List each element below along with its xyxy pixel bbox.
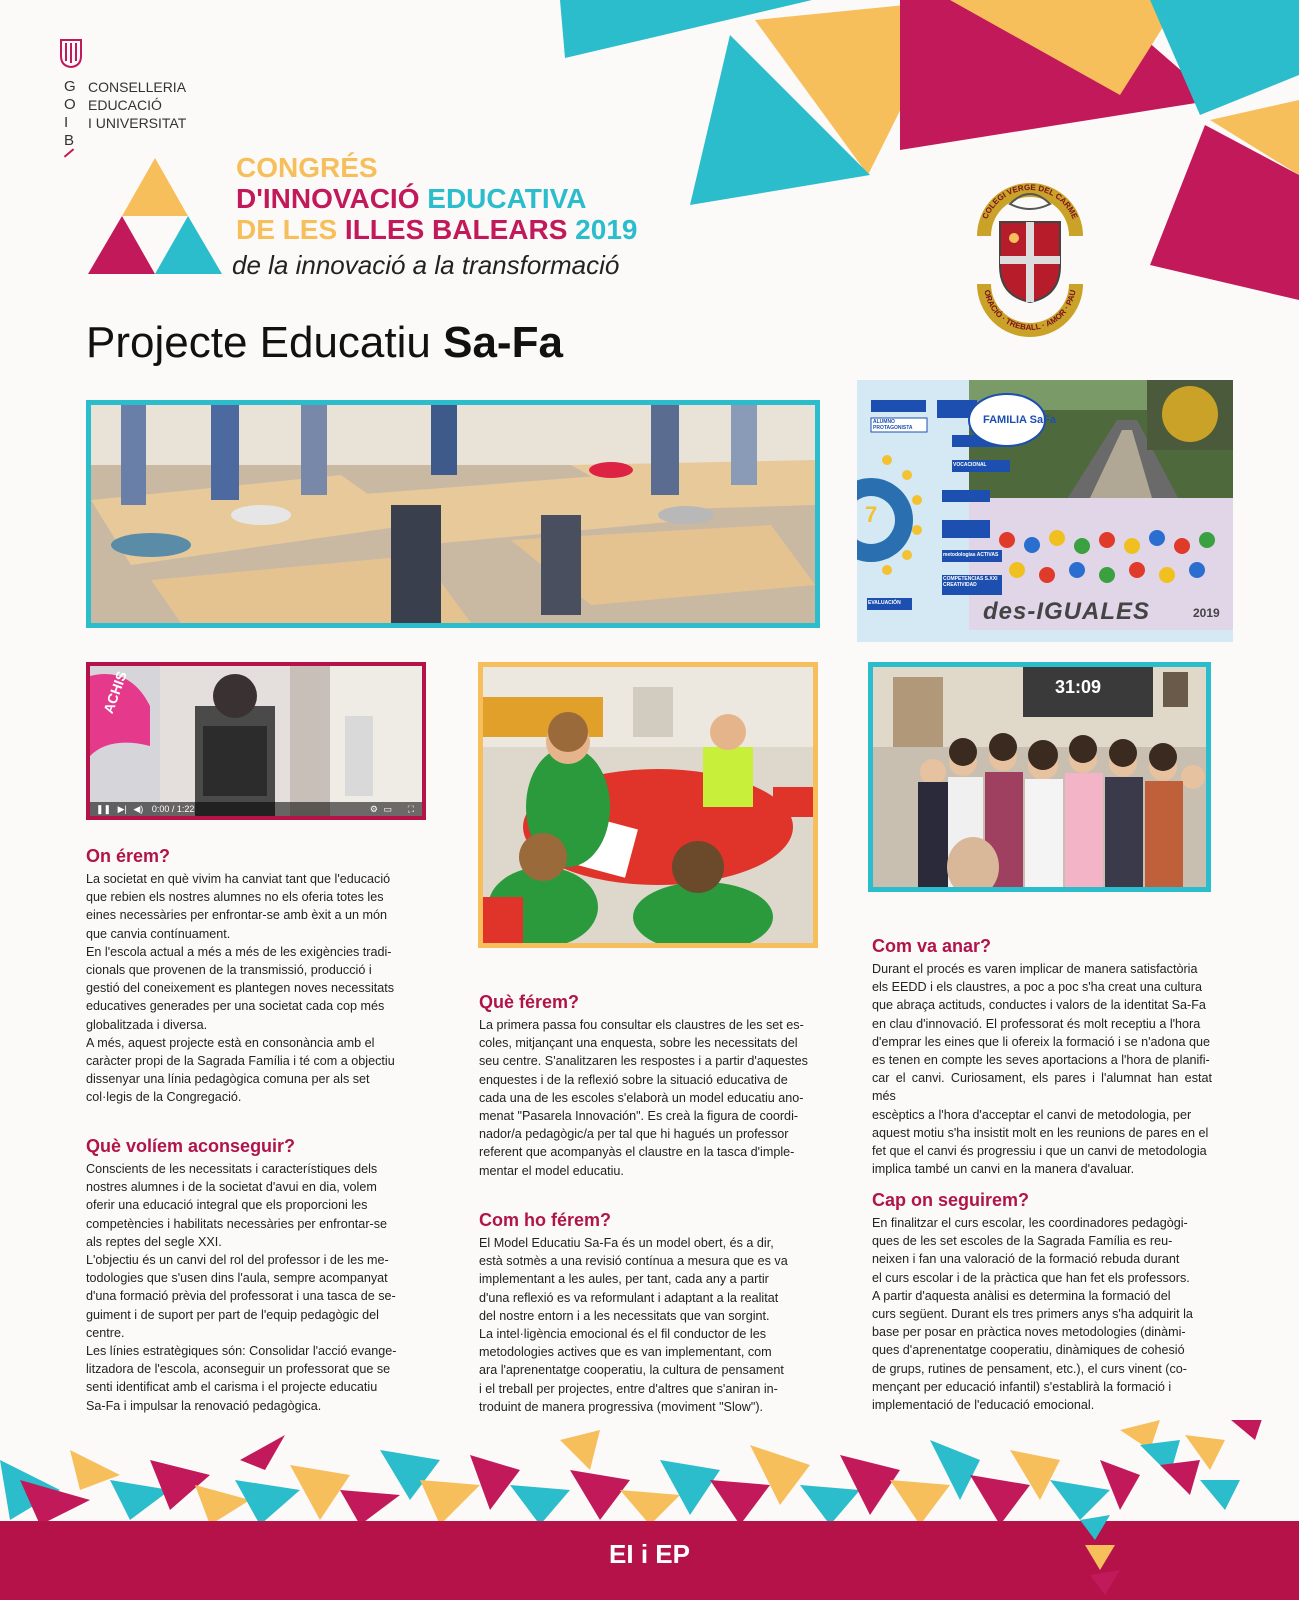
text-line: curs següent. Durant els tres primers anys s'ha adquirit la <box>872 1307 1193 1322</box>
text-on-erem <box>86 870 426 1107</box>
text-line: que canvia contínuament. <box>86 926 231 941</box>
heading-on-erem: On érem? <box>86 846 171 866</box>
goib-crest-icon <box>60 36 82 68</box>
timer-display: 31:09 <box>1055 677 1102 697</box>
congres-line3a: DE LES <box>236 214 338 245</box>
text-line: col·legis de la Congregació. <box>86 1090 242 1105</box>
heading-que-ferem: Què férem? <box>479 992 580 1012</box>
text-line: litzadora de l'escola, aconseguir un professorat que se <box>86 1362 391 1377</box>
text-com-ho-ferem <box>479 1234 819 1416</box>
text-line: senti identificat amb el carisma i el projecte educatiu <box>86 1380 378 1395</box>
title-bold: Sa-Fa <box>443 318 563 367</box>
goib-letter: B <box>64 132 76 149</box>
conselleria-line: I UNIVERSITAT <box>88 115 187 131</box>
footer-label: EI i EP <box>609 1539 690 1569</box>
text-line: que abraça actituds, conductes i valors de la identitat Sa-Fa <box>872 998 1206 1013</box>
text-line: als reptes del segle XXI. <box>86 1234 222 1249</box>
text-line: mençant per educació infantil) s'establirà la formació i <box>872 1379 1172 1394</box>
text-line: La intel·ligència emocional és el fil conductor de les <box>479 1327 767 1342</box>
text-line: caràcter propi de la Sagrada Família i té com a objectiu <box>86 1054 395 1069</box>
text-line: referent que acompanyàs el claustre en la tasca d'imple- <box>479 1145 795 1160</box>
text-line: els EEDD i els claustres, a poc a poc s'ha creat una cultura <box>872 980 1203 995</box>
text-line: L'objectiu és un canvi del rol del professor i de les me- <box>86 1253 389 1268</box>
conselleria-line: CONSELLERIA <box>88 79 187 95</box>
text-line: oferir una educació integral que els proporcioni les <box>86 1198 368 1213</box>
next-icon[interactable]: ▶| <box>117 804 127 814</box>
collage-label-2: VOCACIONAL <box>953 462 987 468</box>
play-pause-icon[interactable]: ❚❚ <box>96 804 112 814</box>
collage-number: 7 <box>865 502 878 527</box>
text-line: Sa-Fa i impulsar la renovació pedagògica. <box>86 1398 322 1413</box>
text-line: Conscients de les necessitats i característiques dels <box>86 1162 378 1176</box>
conselleria-line: EDUCACIÓ <box>88 97 162 113</box>
settings-icon[interactable]: ⚙ <box>369 804 378 814</box>
text-line: El Model Educatiu Sa-Fa és un model obert, és a dir, <box>479 1236 774 1250</box>
text-line: enquestes i de la reflexió sobre la situació educativa de <box>479 1072 788 1087</box>
text-line: Les línies estratègiques són: Consolidar l'acció evange- <box>86 1344 397 1359</box>
collage-label-1: ALUMNO PROTAGONISTA <box>873 419 913 431</box>
volume-icon[interactable]: ◀) <box>133 804 144 814</box>
text-com-va-anar <box>872 960 1212 1178</box>
congres-slogan: de la innovació a la transformació <box>232 250 620 280</box>
text-line: seu centre. S'analitzaren les respostes i a partir d'aquestes <box>479 1054 808 1069</box>
photo-teachers-group <box>868 662 1211 892</box>
text-line: d'emprar les eines que li ofereix la formació i se n'adona que <box>872 1034 1211 1049</box>
text-line: car el canvi. Curiosament, els pares i l'alumnat han estat més <box>872 1071 1212 1104</box>
school-crest-icon <box>970 174 1090 344</box>
collage-familia: FAMILIA SaFa <box>983 414 1056 426</box>
heading-cap-on-seguirem: Cap on seguirem? <box>872 1190 1030 1210</box>
text-line: globalitzada i diversa. <box>86 1017 208 1032</box>
text-line: En finalitzar el curs escolar, les coordinadores pedagògi- <box>872 1216 1188 1230</box>
text-line: A partir d'aquesta anàlisi es determina la formació del <box>872 1288 1171 1303</box>
title-normal: Projecte Educatiu <box>86 318 431 367</box>
text-line: aquest motiu s'ha insistit molt en les reunions de pares en el <box>872 1125 1209 1140</box>
text-line: ques de les set escoles de la Sagrada Família es reu- <box>872 1234 1173 1249</box>
text-line: i el treball per projectes, entre d'altres que s'aniran in- <box>479 1381 778 1396</box>
goib-letter: I <box>64 114 70 131</box>
heading-que-voliem: Què volíem aconseguir? <box>86 1136 296 1156</box>
goib-letter: G <box>64 78 77 95</box>
text-line: nostres alumnes i de la societat d'avui en dia, volem <box>86 1180 377 1195</box>
text-cap-on-seguirem <box>872 1214 1212 1414</box>
text-line: cionals que provenen de la transmissió, producció i <box>86 963 372 978</box>
text-line: troduint de manera progressiva (moviment "Slow"). <box>479 1399 764 1414</box>
text-line: nador/a pedagògic/a per tal que hi hagués un professor <box>479 1127 789 1142</box>
text-line: de grups, rutines de pensament, etc.), el curs vinent (co- <box>872 1361 1187 1376</box>
text-line: competències i habilitats necessàries per enfrontar-se <box>86 1216 388 1231</box>
text-line: En l'escola actual a més a més de les exigències tradi- <box>86 944 392 959</box>
crest-bottom-text: ORACIÓ · TREBALL · AMOR · PAU <box>982 289 1078 333</box>
text-line: implementació de l'educació emocional. <box>872 1398 1095 1413</box>
text-line: todologies que s'usen dins l'aula, sempre acompanyat <box>86 1271 388 1286</box>
heading-com-va-anar: Com va anar? <box>872 936 992 956</box>
congres-line2b: EDUCATIVA <box>427 183 587 214</box>
text-line: educatives generades per una societat cada cop més <box>86 999 385 1014</box>
text-line: cada una de les escoles s'elaborà un model educatiu ano- <box>479 1090 804 1105</box>
text-line: neixen i fan una valoració de la formació rebuda durant <box>872 1252 1180 1267</box>
collage-safa-image <box>857 380 1233 642</box>
collage-label-4: COMPETENCIAS S.XXI CREATIVIDAD <box>943 576 998 588</box>
conselleria-name <box>88 78 186 132</box>
text-line: ques d'aprenentatge cooperatiu, dinàmiques de cohesió <box>872 1343 1185 1358</box>
text-line: que rebien els nostres alumnes no els oferia totes les <box>86 890 384 905</box>
congres-title <box>236 152 637 245</box>
text-line: eines necessàries per enfrontar-se amb èxit a un món <box>86 908 388 923</box>
congres-line3c: 2019 <box>575 214 638 245</box>
goib-letter: O <box>64 96 77 113</box>
text-line: del nostre entorn i a les necessitats que van sorgint. <box>479 1308 770 1323</box>
text-line: guiment i de suport per part de l'equip pedagògic del <box>86 1307 379 1322</box>
text-line: d'una formació prèvia del professorat i una tasca de se- <box>86 1289 396 1304</box>
text-line: base per posar en pràctica noves metodologies (dinàmi- <box>872 1325 1186 1340</box>
text-line: el curs escolar i de la pràctica que han fet els professors. <box>872 1270 1190 1285</box>
heading-com-ho-ferem: Com ho férem? <box>479 1210 612 1230</box>
text-line: Durant el procés es varen implicar de manera satisfactòria <box>872 962 1198 976</box>
page-title <box>86 318 563 368</box>
collage-label-3: metodologías ACTIVAS <box>943 552 999 558</box>
text-line: en clau d'innovació. El professorat és molt receptiu a l'hora <box>872 1016 1201 1031</box>
congres-line3b: ILLES BALEARS <box>344 214 568 245</box>
miniplayer-icon[interactable]: ▭ <box>383 804 392 814</box>
photo-classroom-desks <box>86 400 820 628</box>
video-player[interactable] <box>86 662 426 820</box>
congres-logo-icon <box>88 158 222 276</box>
video-controls-bar[interactable] <box>90 802 422 816</box>
video-time: 0:00 / 1:22 <box>151 804 195 814</box>
text-line: es tenen en compte les seves aportacions a l'hora de planifi- <box>872 1053 1210 1068</box>
text-line: menat "Pasarela Innovación". Es creà la figura de coordi- <box>479 1109 799 1124</box>
fullscreen-icon[interactable]: ⛶ <box>407 804 414 814</box>
text-line: implementant a les aules, per tant, cada any a partir <box>479 1272 769 1287</box>
text-line: implica també un canvi en la manera d'avaluar. <box>872 1162 1135 1177</box>
text-line: mentar el model educatiu. <box>479 1163 624 1178</box>
text-line: fet que el canvi és progressiu i que un canvi de metodologia <box>872 1144 1207 1159</box>
collage-desiguales: des-IGUALES <box>983 598 1151 625</box>
text-line: centre. <box>86 1325 125 1340</box>
text-line: A més, aquest projecte està en consonància amb el <box>86 1035 375 1050</box>
text-line: metodologies actives que es van implementant, com <box>479 1345 772 1360</box>
text-line: dissenyar una línia pedagògica comuna per als set <box>86 1072 370 1087</box>
text-line: ara l'aprenentatge cooperatiu, la cultura de pensament <box>479 1363 784 1378</box>
text-line: coles, mitjançant una enquesta, sobre les necessitats del <box>479 1036 798 1051</box>
text-line: d'una reflexió es va reformulant i adaptant a la realitat <box>479 1290 779 1305</box>
collage-label-5: EVALUACIÓN <box>868 600 901 606</box>
photo-kids-table <box>478 662 818 948</box>
goib-letters <box>64 78 78 150</box>
video-sign: ACHIS <box>100 669 130 716</box>
collage-year: 2019 <box>1193 606 1220 620</box>
congres-line1: CONGRÉS <box>236 152 378 183</box>
text-que-voliem <box>86 1160 426 1415</box>
text-line: La primera passa fou consultar els claustres de les set es- <box>479 1018 804 1032</box>
text-line: gestió del coneixement es plantegen noves necessitats <box>86 981 395 996</box>
text-que-ferem <box>479 1016 819 1180</box>
text-line: escèptics a l'hora d'acceptar el canvi de metodologia, per <box>872 1107 1192 1122</box>
text-line: està sotmès a una revisió contínua a mesura que es va <box>479 1254 788 1269</box>
congres-line2a: D'INNOVACIÓ <box>236 183 420 214</box>
text-line: La societat en què vivim ha canviat tant que l'educació <box>86 872 391 886</box>
crest-top-text: COLEGI VERGE DEL CARME <box>980 182 1080 221</box>
